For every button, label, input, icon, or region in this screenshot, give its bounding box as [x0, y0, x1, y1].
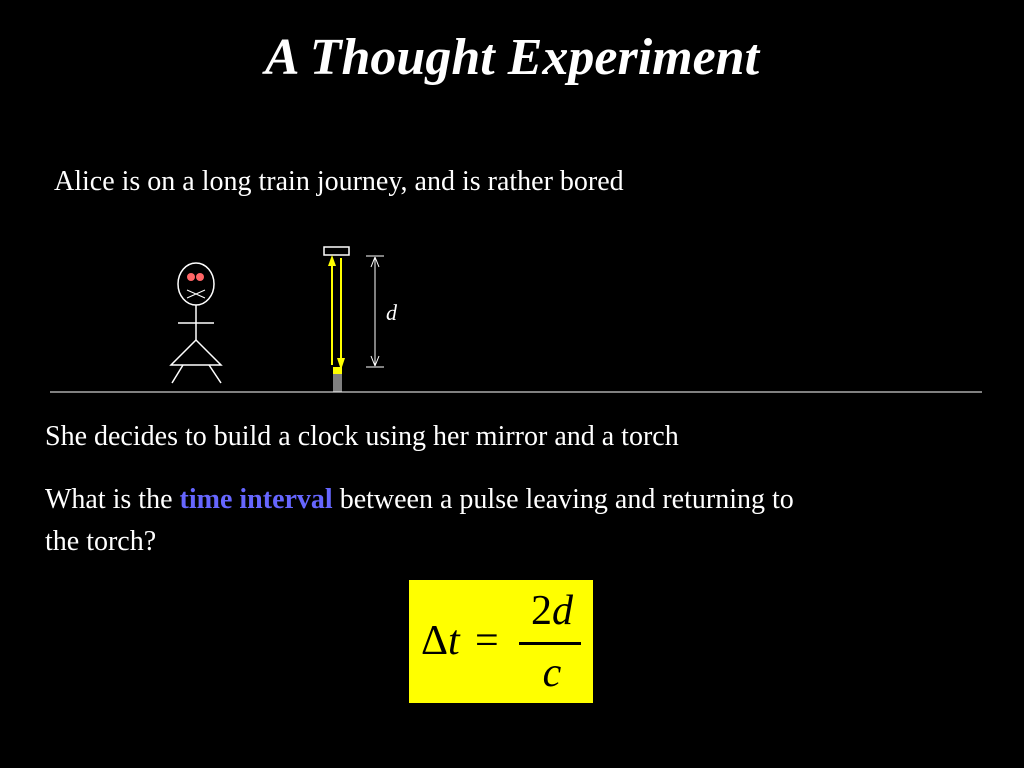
- numerator-coef: 2: [531, 588, 552, 634]
- formula-denominator: c: [542, 650, 562, 696]
- formula-box: [409, 580, 593, 703]
- torch-lens: [333, 367, 342, 374]
- alice-skirt: [171, 340, 221, 365]
- alice-figure: [171, 263, 221, 383]
- intro-text: Alice is on a long train journey, and is rather bored: [54, 166, 624, 197]
- clock-text: She decides to build a clock using her mirror and a torch: [45, 421, 679, 452]
- question-text: [45, 479, 825, 563]
- alice-head: [178, 263, 214, 305]
- delta-symbol: Δ: [421, 618, 449, 664]
- fraction-bar: [519, 642, 581, 645]
- alice-left-eye: [187, 273, 195, 281]
- alice-right-eye: [196, 273, 204, 281]
- alice-left-leg: [172, 365, 183, 383]
- slide-title: A Thought Experiment: [264, 29, 760, 86]
- numerator-var: d: [552, 588, 573, 634]
- distance-indicator: [366, 256, 384, 367]
- formula-equals: =: [475, 618, 499, 664]
- question-suffix: between a pulse leaving and returning to the torch?: [45, 484, 794, 557]
- formula-t: t: [448, 618, 460, 664]
- alice-face-detail: [187, 290, 205, 298]
- time-interval-highlight: time interval: [179, 484, 333, 515]
- alice-right-leg: [209, 365, 221, 383]
- question-prefix: What is the: [45, 484, 180, 515]
- light-beam: [328, 255, 345, 370]
- formula-numerator: [521, 590, 583, 632]
- mirror: [324, 247, 349, 255]
- formula-lhs: [421, 620, 460, 662]
- distance-label: d: [386, 300, 397, 325]
